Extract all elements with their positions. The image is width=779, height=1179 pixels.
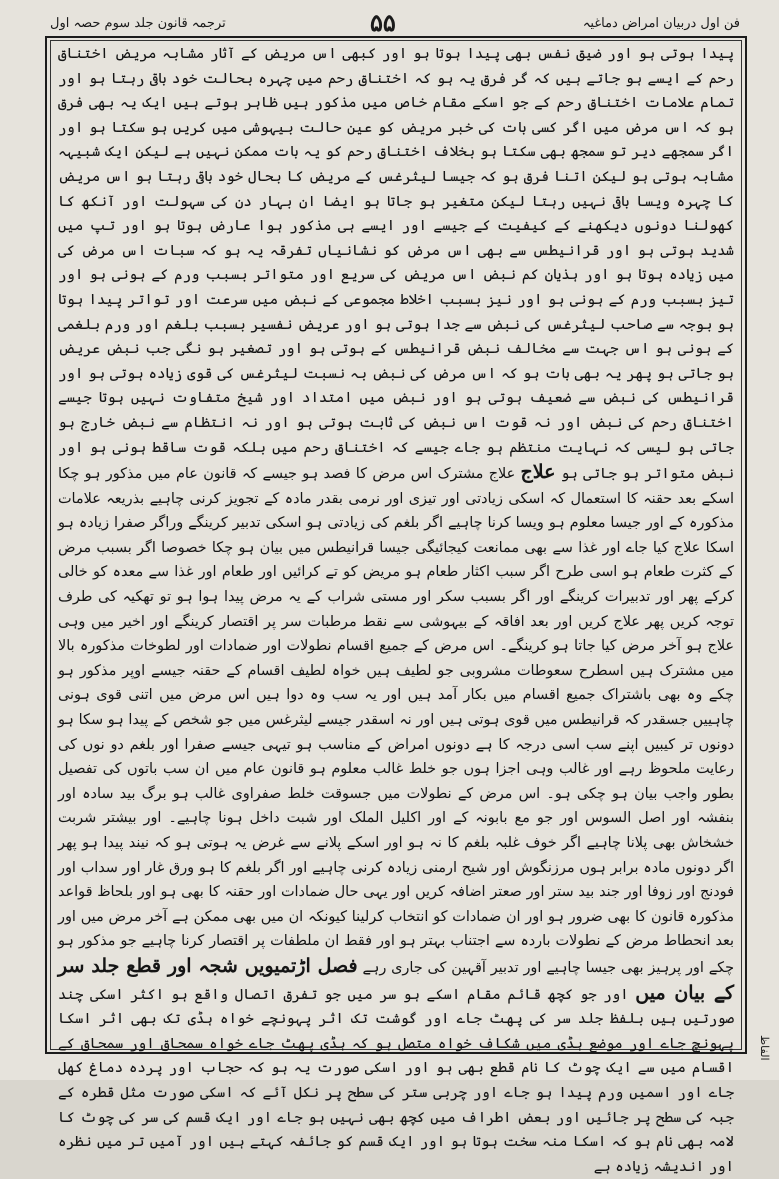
- heading-treatment: علاج: [520, 461, 556, 484]
- header-book-title: ترجمہ قانون جلد سوم حصہ اول: [50, 16, 226, 31]
- paragraph-1-text: پیدا ہوتی ہو اور ضیق نفس بھی پیدا ہوتا ہو اور کبھی اس مریض کے آثار مشابہ مریض اختناق رحم کے ایسے ہو جاتے ہیں کہ گر فرق یہ ہو کہ اختناق رحم میں چہرہ بحالت خود باقی رہتا ہو اور تمام علامات اختناق رحم کے جو اسکے مقام خاص میں مذکور ہیں ظاہر ہوتے ہیں ایک یہ بھی فرق ہو کہ اس مرض میں اگر کسی بات کی خبر مریض کو عین حالت بیہوشی میں کریں ہو سکتا ہو اور اگر سمجھے دیر تو سمجھ بھی سکتا ہو بخلاف اختناق رحم کو یہ بات ممکن نہیں ہے لیکن ایک شبیہہ مشابہ ہوتی ہو لیکن اتنا فرق ہو کہ جیسا لیثرغس کے مریض کا بحال خود باقی رہتا ہو اس مریض کا چہرہ ویسا باقی نہیں رہتا لیکن متغیر ہو جاتا ہو ایضا ان بہار دن کی سہولت اور آنکھ کا کھولنا دونوں دیکھنے کے کیفیت کے جیسے اور ایسے ہی مذکور ہوا عارض ہوتا ہو اور تپ میں شدید ہوتی ہو اور قرانیطس سے بھی اس مرض کو نشانیاں تفرقہ یہ ہو کہ سبات اس مرض کی میں زیادہ ہوتا ہو اور ہذیان کم نبض اس مریض کی سریع اور متواتر بسبب ورم کے ہونی ہو اور تیز بسبب ورم کے ہونی ہو اور نیز بسبب اخلاط مجموعی کے نبض میں سرعت اور تواتر پیدا ہوتا ہو بوجہ سے صاحب لیثرغس کی نبض سے جدا ہوتی ہو اور عریض نفسیر بسبب بلغم اور ورم بلغمی کے ہونی ہو اس جہت سے مخالف نبض قرانیطس کے ہوتی ہو اور تصغیر ہو نگی جب نبض عریض ہو جاتی ہو پھر یہ بھی بات ہو کہ اس مرض کی نبض بہ نسبت لیثرغس کی قوی زیادہ ہوتی ہو اور قرانیطس کی نبض سے ضعیف ہوتی ہو اور نبض میں امتداد اور شیخ متفاوت نہیں ہوتا جیسے اختناق رحم کی نبض اور نہ قوت اس نبض کی ثابت ہوتی ہو اور نہ انتظام سے نبض خارج ہو جاتی ہو لیسی کہ نہایت منتظم ہو جاے جیسے کہ اختناق رحم میں بلکہ قوت ساقط ہونی ہو اور نبض متواتر ہو جاتی ہو: [58, 46, 735, 483]
- header-section-title: فن اول دربیان امراض دماغیہ: [582, 16, 740, 31]
- page-header: [40, 8, 750, 38]
- margin-note: الفاظ: [758, 1034, 771, 1060]
- paragraph-3-text: اور جو کچھ قائم مقام اسکے ہو سر میں جو تفرق اتصال واقع ہو اکثر اسکی چند صورتیں ہیں بلفظ جلد سر کی پھٹ جاے اور گوشت تک اثر پہونچے خواہ ہڈی تک بھی اثر اسکا پہونچ جاے اور موضع ہڈی میں شکاف خواہ متصل ہو کہ ہڈی پھٹ جاے خواہ سمحاق اور سمحاق کے اقسام میں سے ایک چوٹ کا نام قطع بھی ہو اور اسکی صورت یہ ہو کہ حجاب اور پردہ دماغ کھل جاے اور اسمیں ورم پیدا ہو جاے اور چربی ستر کی سطح پر نکل آئے کہ اسکی صورت مثل قطرہ کے جبہ کی سطح پر جائیں اور بعض اطراف میں کچھ بھی نہیں ہو جاے اور ایک قسم کی سر کی چوٹ کا لامہ بھی نام ہو کہ اسکا منہ سخت ہوتا ہو اور ایک قسم کو جائفہ کہتے ہیں اور آمیں تر میں نظرہ اور اندیشہ زیادہ ہے: [58, 986, 734, 1175]
- paragraph-2-text: علاج مشترک اس مرض کا فصد ہو جیسے کہ قانون عام میں مذکور ہو چکا اسکے بعد حقنہ کا استعمال کہ اسکی زیادتی اور تیزی اور نرمی بقدر مادہ کے تجویز کرنی چاہیے بذریعہ علامات مذکورہ کے اور جیسا معلوم ہو ویسا کرنا چاہیے اگر بلغم کی زیادتی ہو اسکی تدبیر کرینگے وراگر صفرا زیادہ ہو اسکا علاج کیا جاے اور غذا سے بھی ممانعت کیجائیگی جیسا قرانیطس میں بیان ہو چکا خصوصا اگر بسبب مرض کے کثرت طعام ہو اسی طرح اگر سبب اکثار طعام ہو مریض کو تے کرائیں اور طعام اور غذا سے معدہ کو خالی کرکے پھر اور تدبیرات کرینگے اور اگر بسبب سکر اور مستی شراب کے یہ مرض پیدا ہوا ہو تو تھکیہ کی طرف توجہ کریں پھر علاج کریں اور بعد افاقہ کے بیہوشی سے نقط مرطبات سر پر اقتصار کرینگے اور اخیر میں وہی علاج ہو آخر مرض کیا جاتا ہو کرینگے۔ اس مرض کے جمیع اقسام نطولات اور ضمادات اور لطوخات مذکورہ بالا میں مشترک ہیں اسطرح سعوطات مشروبی جو لطیف ہیں خواہ لطیف اقسام کے حقنہ جیسے اوپر مذکور ہو چکے وہ بھی باشتراک جمیع اقسام میں بکار آمد ہیں اور یہ سب وہ دوا ہیں اس مرض میں اتنی قوی ہونی چاہییں جسقدر کہ قرانیطس میں قوی ہوتی ہیں اور نہ اسقدر جیسے لیثرغس میں جو شخص کے پیدا ہو سکا ہو دونوں تر کیبیں اپنے سب اسی درجہ کا ہے دونوں امراض کے مناسب ہو تیہی جیسے صفرا اور بلغم دو نوں کی رعایت ملحوظ رہے اور غالب وہی اجزا ہوں جو خلط غالب معلوم ہو قانون عام میں ان سب باتوں کی تفصیل بطور واجب بیان ہو چکی ہو۔ اس مرض کے نطولات میں جسوقت خلط صفراوی غالب ہو برگ بید سادہ اور بنفشہ اور اصل السوس اور جو مع بابونہ کے اور اکلیل الملک اور شبت داخل ہونا چاہیے۔ اور بیشتر شربت خشخاش بھی پلانا چاہیے اگر خوف غلبہ بلغم کا نہ ہو اور اسکے پلانے سے غرض یہ ہوتی ہو کہ نیند پیدا ہو پھر اگر دونوں مادہ برابر ہوں مرزنگوش اور شیح ارمنی زیادہ کرنی چاہیے اور اگر بلغم کا ہو ورق غار اور سداب اور فودنج اور زوفا اور جند بید ستر اور صعتر اضافہ کریں اور یہی حال ضمادات اور حقنہ کا بھی ہو اور بلحاظ قواعد مذکورہ قانون کا بھی ضرور ہو اور ان ضمادات کو انتخاب کرلینا کیونکہ ان میں بھی ممکن ہے آخر مرض میں اور بعد انحطاط مرض کے نطولات باردہ سے اجتناب بہتر ہو اور فقط ان ملطفات پر اقتصار کرنا چاہیے جو مذکور ہو چکے اور پرہیز بھی جیسا چاہیے اور تدبیر آقہین کی جاری رہے: [58, 466, 735, 976]
- paragraph-1: [58, 42, 734, 1179]
- body-text: [58, 42, 735, 1175]
- section-heading: فصل اڑتمیویں شجہ اور قطع جلد سر کے بیان میں: [58, 954, 735, 1004]
- page-number: ۵۵: [370, 8, 396, 37]
